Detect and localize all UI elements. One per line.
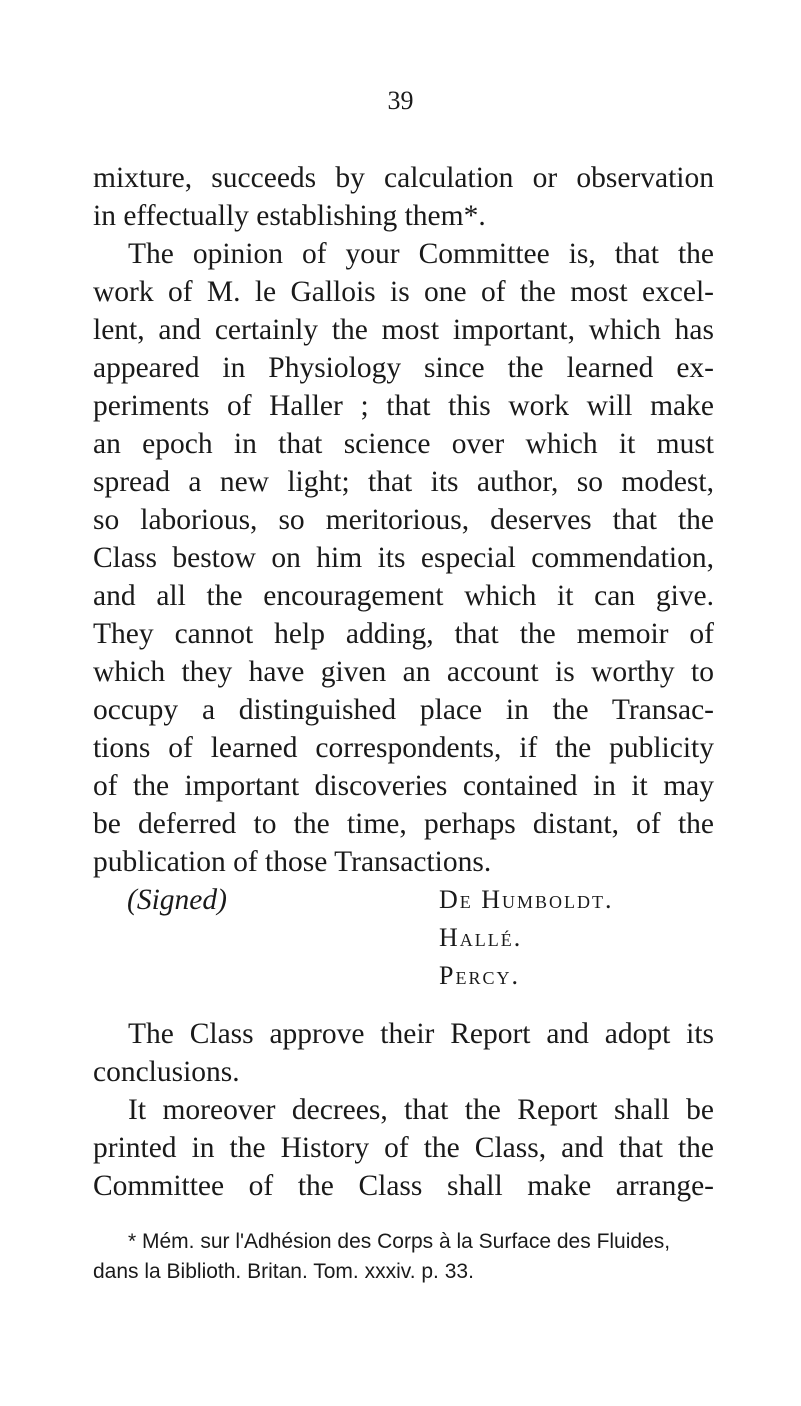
text-line: The opinion of your Committee is, that the (128, 238, 714, 270)
text-line: mixture, succeeds by calculation or observation (93, 162, 714, 194)
text-line: publication of those Transactions. (93, 846, 492, 878)
text-line: periments of Haller ; that this work will make (93, 390, 714, 422)
signatory-name: De Humboldt. (439, 885, 614, 914)
page-number: 39 (387, 86, 414, 115)
footnote-line: * Mém. sur l'Adhésion des Corps à la Surface des Fluides, (128, 1230, 671, 1253)
text-line: which they have given an account is worthy to (93, 656, 714, 688)
text-line: an epoch in that science over which it must (93, 428, 714, 460)
text-line: of the important discoveries contained in it may (93, 770, 714, 802)
text-line: The Class approve their Report and adopt its (128, 1018, 714, 1050)
signatory-name: Hallé. (439, 923, 523, 952)
text-line: They cannot help adding, that the memoir of (93, 618, 714, 650)
signatory-name: Percy. (439, 961, 520, 990)
text-line: so laborious, so meritorious, deserves that the (93, 504, 714, 536)
footnote-line: dans la Biblioth. Britan. Tom. xxxiv. p. 33. (93, 1260, 474, 1283)
text-line: lent, and certainly the most important, which has (93, 314, 714, 346)
text-line: work of M. le Gallois is one of the most excel- (93, 276, 714, 308)
text-line: be deferred to the time, perhaps distant, of the (93, 808, 714, 840)
text-line: printed in the History of the Class, and that the (93, 1132, 714, 1164)
text-line: tions of learned correspondents, if the publicity (93, 732, 714, 764)
text-line: Class bestow on him its especial commendation, (93, 542, 714, 574)
text-line: conclusions. (93, 1056, 240, 1088)
text-line: spread a new light; that its author, so modest, (93, 466, 714, 498)
text-line: Committee of the Class shall make arrange- (93, 1170, 714, 1202)
text-line: occupy a distinguished place in the Transac- (93, 694, 714, 726)
text-line: and all the encouragement which it can give. (93, 580, 714, 612)
signed-label: (Signed) (127, 884, 227, 916)
text-line: appeared in Physiology since the learned ex- (93, 352, 714, 384)
text-line: It moreover decrees, that the Report shall be (128, 1094, 714, 1126)
text-line: in effectually establishing them*. (93, 200, 486, 232)
